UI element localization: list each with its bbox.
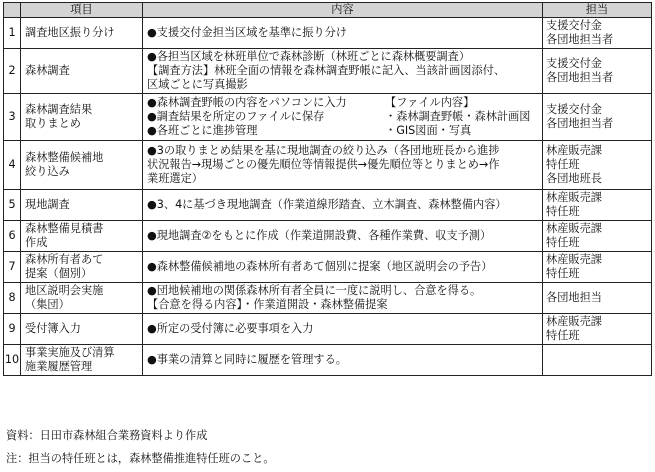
content-text: ●森林調査野帳の内容をパソコンに入力 <box>147 96 347 109</box>
item-line: 森林調査結果 <box>25 103 93 116</box>
row-item <box>21 221 143 252</box>
item-line: 事業実施及び清算 <box>25 346 115 359</box>
tanto-line: 各団地担当 <box>546 291 602 304</box>
header-content: 内容 <box>143 3 543 18</box>
row-tanto <box>543 283 652 314</box>
item-line: 地区説明会実施 <box>25 284 104 297</box>
row-tanto <box>543 18 652 49</box>
item-line: 提案（個別） <box>25 267 93 280</box>
table-row <box>4 94 652 141</box>
tanto-line: 特任班 <box>546 236 580 249</box>
row-content <box>143 221 543 252</box>
item-line: 作成 <box>25 236 48 249</box>
row-number: 9 <box>4 314 21 345</box>
row-number: 3 <box>4 94 21 141</box>
tanto-line: 各団地担当者 <box>546 71 614 84</box>
row-content <box>143 314 543 345</box>
file-contents-text: ・森林調査野帳・森林計画図 <box>385 110 531 123</box>
row-number: 8 <box>4 283 21 314</box>
table-row <box>4 18 652 49</box>
content-line: ●3、4に基づき現地調査（作業道線形踏査、立木調査、森林整備内容） <box>147 198 507 211</box>
content-line: ●各担当区域を林班単位で森林診断（林班ごとに森林概要調査） <box>147 50 471 63</box>
item-line: 施業履歴管理 <box>25 360 93 373</box>
tanto-line: 各団地担当者 <box>546 33 614 46</box>
tanto-line: 支援交付金 <box>546 57 602 70</box>
tanto-line: 特任班 <box>546 329 580 342</box>
item-line: 調査地区振り分け <box>25 26 115 39</box>
content-line <box>147 110 539 124</box>
tanto-line: 各団地班長 <box>546 172 602 185</box>
tanto-line: 特任班 <box>546 205 580 218</box>
row-tanto <box>543 221 652 252</box>
row-number: 1 <box>4 18 21 49</box>
row-content <box>143 252 543 283</box>
row-content <box>143 141 543 190</box>
footnote: 注：担当の特任班とは，森林整備推進特任班のこと。 <box>6 452 275 465</box>
item-line: （集団） <box>25 298 70 311</box>
row-content <box>143 345 543 376</box>
content-line: ●現地調査②をもとに作成（作業道開設費、各種作業費、収支予測） <box>147 229 492 242</box>
tanto-line: 林産販売課 <box>546 253 602 266</box>
row-item <box>21 49 143 94</box>
row-item <box>21 190 143 221</box>
row-number: 5 <box>4 190 21 221</box>
row-number: 2 <box>4 49 21 94</box>
row-content <box>143 49 543 94</box>
row-item <box>21 283 143 314</box>
tanto-line: 特任班 <box>546 267 580 280</box>
tanto-line: 林産販売課 <box>546 144 602 157</box>
row-content <box>143 283 543 314</box>
item-line: 現地調査 <box>25 198 70 211</box>
row-content <box>143 18 543 49</box>
content-text: ●調査結果を所定のファイルに保存 <box>147 110 325 123</box>
table-row <box>4 221 652 252</box>
file-contents-text: 【ファイル内容】 <box>385 96 475 109</box>
table-header-row <box>4 3 652 18</box>
content-line <box>147 96 539 110</box>
tanto-line: 支援交付金 <box>546 103 602 116</box>
content-line: 業班選定） <box>147 172 203 185</box>
row-tanto <box>543 141 652 190</box>
row-number: 7 <box>4 252 21 283</box>
content-line: ●所定の受付簿に必要事項を入力 <box>147 322 314 335</box>
table-row <box>4 49 652 94</box>
row-content <box>143 94 543 141</box>
row-number: 4 <box>4 141 21 190</box>
tanto-line: 林産販売課 <box>546 315 602 328</box>
header-number <box>4 3 21 18</box>
row-item <box>21 345 143 376</box>
content-line: ●事業の清算と同時に履歴を管理する。 <box>147 353 347 366</box>
header-item: 項目 <box>21 3 143 18</box>
content-line: 【合意を得る内容】・作業道開設・森林整備提案 <box>147 298 388 311</box>
content-line: ●支援交付金担当区域を基準に振り分け <box>147 26 347 39</box>
row-item <box>21 314 143 345</box>
content-line: ●3の取りまとめ結果を基に現地調査の絞り込み（各団地班長から進捗 <box>147 144 500 157</box>
workflow-table <box>3 2 652 376</box>
row-item <box>21 94 143 141</box>
content-line: ●森林整備候補地の森林所有者あて個別に提案（地区説明会の予告） <box>147 260 493 273</box>
row-tanto <box>543 314 652 345</box>
item-line: 取りまとめ <box>25 117 81 130</box>
header-tanto: 担当 <box>543 3 652 18</box>
row-tanto <box>543 252 652 283</box>
content-line <box>147 124 539 138</box>
tanto-line: 林産販売課 <box>546 222 602 235</box>
content-line: 【調査方法】林班全面の情報を森林調査野帳に記入、当該計画図添付、 <box>147 64 506 77</box>
row-tanto <box>543 345 652 376</box>
row-item <box>21 18 143 49</box>
row-item <box>21 141 143 190</box>
tanto-line: 各団地担当者 <box>546 117 614 130</box>
table-row <box>4 190 652 221</box>
source-note: 資料：日田市森林組合業務資料より作成 <box>6 429 208 442</box>
table-row <box>4 283 652 314</box>
row-item <box>21 252 143 283</box>
item-line: 森林整備見積書 <box>25 222 104 235</box>
tanto-line: 特任班 <box>546 158 580 171</box>
tanto-line: 支援交付金 <box>546 19 602 32</box>
item-line: 森林調査 <box>25 64 70 77</box>
content-line: ●団地候補地の関係森林所有者全員に一度に説明し、合意を得る。 <box>147 284 482 297</box>
item-line: 絞り込み <box>25 165 70 178</box>
file-contents-text: ・GIS図面・写真 <box>385 124 472 137</box>
row-content <box>143 190 543 221</box>
item-line: 森林整備候補地 <box>25 151 104 164</box>
content-line: 状況報告→現場ごとの優先順位等情報提供→優先順位等とりまとめ→作 <box>147 158 500 171</box>
item-line: 受付簿入力 <box>25 322 81 335</box>
row-tanto <box>543 190 652 221</box>
row-tanto <box>543 94 652 141</box>
row-number: 10 <box>4 345 21 376</box>
content-text: ●各班ごとに進捗管理 <box>147 124 258 137</box>
row-tanto <box>543 49 652 94</box>
tanto-line: 林産販売課 <box>546 191 602 204</box>
table-row <box>4 345 652 376</box>
table-row <box>4 141 652 190</box>
item-line: 森林所有者あて <box>25 253 104 266</box>
content-line: 区域ごとに写真撮影 <box>147 78 248 91</box>
row-number: 6 <box>4 221 21 252</box>
table-row <box>4 314 652 345</box>
table-row <box>4 252 652 283</box>
